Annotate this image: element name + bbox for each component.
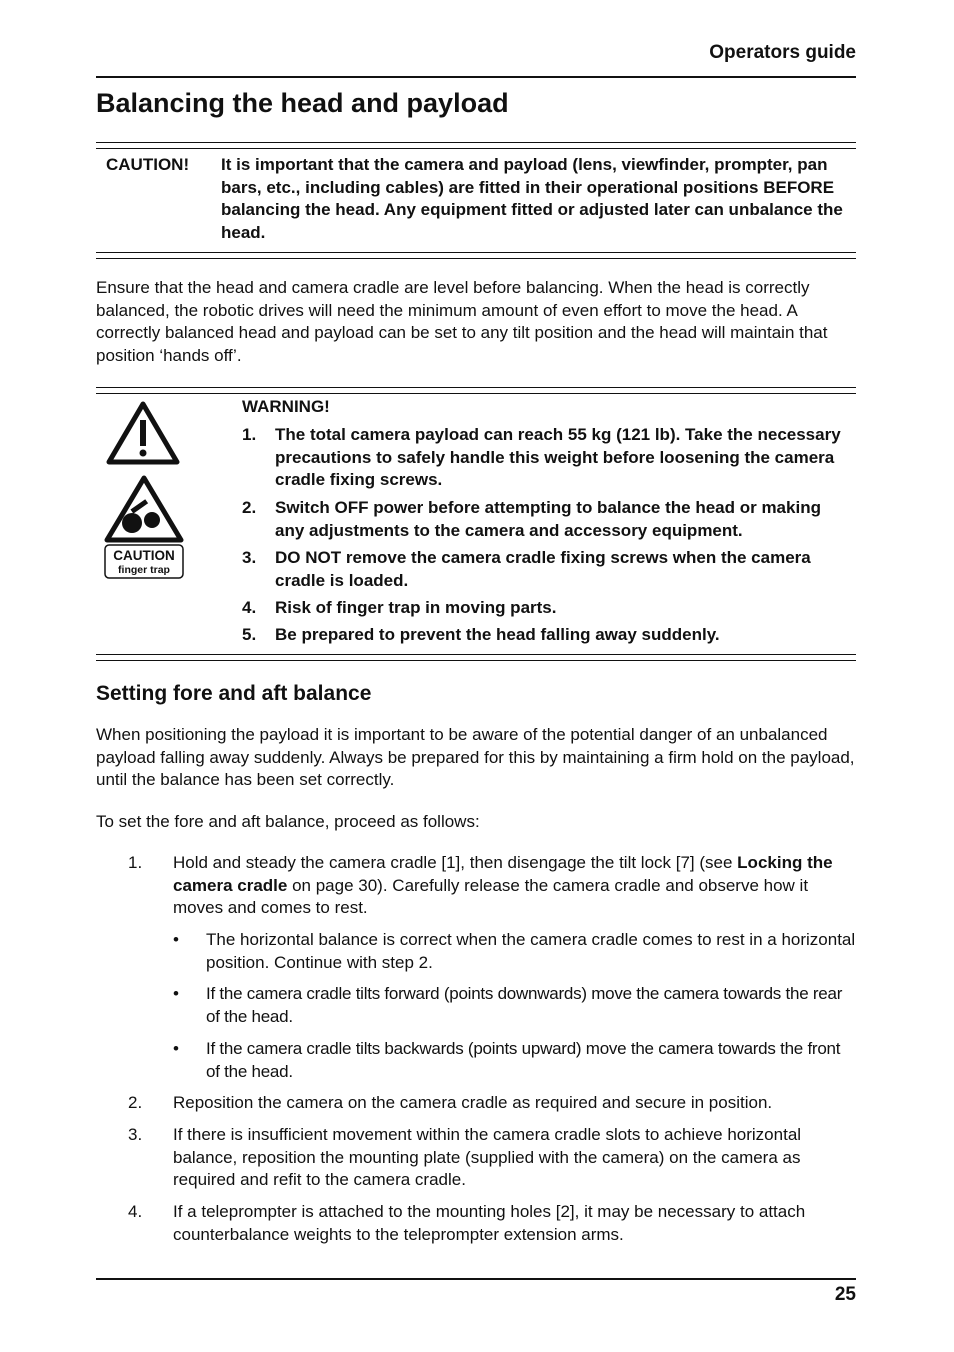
warning-item-number: 3. [242, 548, 257, 567]
bullet-symbol: • [173, 1039, 179, 1058]
bullet-text: If the camera cradle tilts forward (points downwards) move the camera towards the rear of the head. [206, 984, 843, 1026]
warning-item-1 [242, 424, 842, 494]
warning-item-5 [242, 624, 842, 648]
bullet-item-3 [96, 1038, 856, 1086]
cross-reference-link[interactable]: Locking the camera cradle [173, 853, 833, 895]
header-rule [96, 76, 856, 78]
step-number: 2. [128, 1093, 143, 1112]
step-number: 1. [128, 853, 143, 872]
finger-trap-icon-sublabel: finger trap [118, 564, 170, 576]
warning-item-number: 2. [242, 498, 257, 517]
section-paragraph-2: To set the fore and aft balance, proceed as follows: [96, 812, 480, 831]
warning-bottom-rule [96, 654, 856, 661]
step-text: Reposition the camera on the camera cradle as required and secure in position. [173, 1093, 773, 1112]
bullet-symbol: • [173, 930, 179, 949]
bullet-symbol: • [173, 984, 179, 1003]
step-3 [96, 1124, 856, 1194]
finger-trap-caution-icon [104, 474, 184, 580]
warning-title: WARNING! [242, 397, 330, 416]
step-1-text-pre: Hold and steady the camera cradle [1], then disengage the tilt lock [7] (see [173, 853, 738, 872]
warning-item-3 [242, 547, 842, 595]
step-1 [96, 852, 856, 922]
section-paragraph-1: When positioning the payload it is important to be aware of the potential danger of an unbalanced payload falling away suddenly. Always be prepared for this by maintaining a firm hold on the payload, until the balance has been set correctly. [96, 725, 855, 790]
warning-item-text: Risk of finger trap in moving parts. [275, 598, 557, 617]
running-header: Operators guide [709, 42, 856, 63]
warning-top-rule [96, 387, 856, 394]
caution-text: It is important that the camera and payload (lens, viewfinder, prompter, pan bars, etc., including cables) are fitted in their operational positions BEFORE balancing the head. Any equipment fitted or adjusted later can unbalance the head. [221, 155, 843, 242]
step-number: 4. [128, 1202, 143, 1221]
step-1-text-post: on page 30). Carefully release the camera cradle and observe how it moves and comes to rest. [173, 875, 809, 918]
page-number: 25 [834, 1284, 856, 1305]
intro-paragraph: Ensure that the head and camera cradle are level before balancing. When the head is correctly balanced, the robotic drives will need the minimum amount of even effort to move the head. A correctly balanced head and payload can be set to any tilt position and the head will maintain that position ‘hands off’. [96, 278, 828, 365]
step-text: If there is insufficient movement within the camera cradle slots to achieve horizontal balance, reposition the mounting plate (supplied with the camera) on the camera as required and refit to the camera cradle. [173, 1125, 802, 1190]
warning-item-number: 1. [242, 425, 257, 444]
warning-item-text: The total camera payload can reach 55 kg (121 lb). Take the necessary precautions to safely handle this weight before loosening the camera cradle fixing screws. [275, 425, 841, 490]
page-title: Balancing the head and payload [96, 88, 509, 118]
step-number: 3. [128, 1125, 143, 1144]
warning-item-number: 4. [242, 598, 257, 617]
warning-item-number: 5. [242, 625, 257, 644]
warning-item-text: DO NOT remove the camera cradle fixing screws when the camera cradle is loaded. [275, 548, 811, 590]
caution-bottom-rule [96, 252, 856, 259]
section-heading: Setting fore and aft balance [96, 682, 372, 705]
bullet-item-1 [96, 929, 856, 977]
warning-triangle-icon [106, 400, 180, 466]
step-4 [96, 1201, 856, 1249]
caution-top-rule [96, 142, 856, 149]
warning-item-text: Switch OFF power before attempting to balance the head or making any adjustments to the camera and accessory equipment. [275, 498, 821, 540]
warning-item-4 [242, 597, 842, 621]
warning-item-2 [242, 497, 842, 545]
footer-rule [96, 1278, 856, 1280]
bullet-text: The horizontal balance is correct when the camera cradle comes to rest in a horizontal position. Continue with step 2. [206, 930, 856, 972]
step-2 [96, 1092, 856, 1116]
bullet-text: If the camera cradle tilts backwards (points upward) move the camera towards the front of the head. [206, 1039, 841, 1081]
caution-label: CAUTION! [106, 155, 190, 174]
warning-item-text: Be prepared to prevent the head falling away suddenly. [275, 625, 720, 644]
finger-trap-icon-label: CAUTION [113, 548, 175, 563]
bullet-item-2 [96, 983, 856, 1031]
step-text: If a teleprompter is attached to the mounting holes [2], it may be necessary to attach counterbalance weights to the teleprompter extension arms. [173, 1202, 806, 1244]
step-text [173, 852, 856, 920]
